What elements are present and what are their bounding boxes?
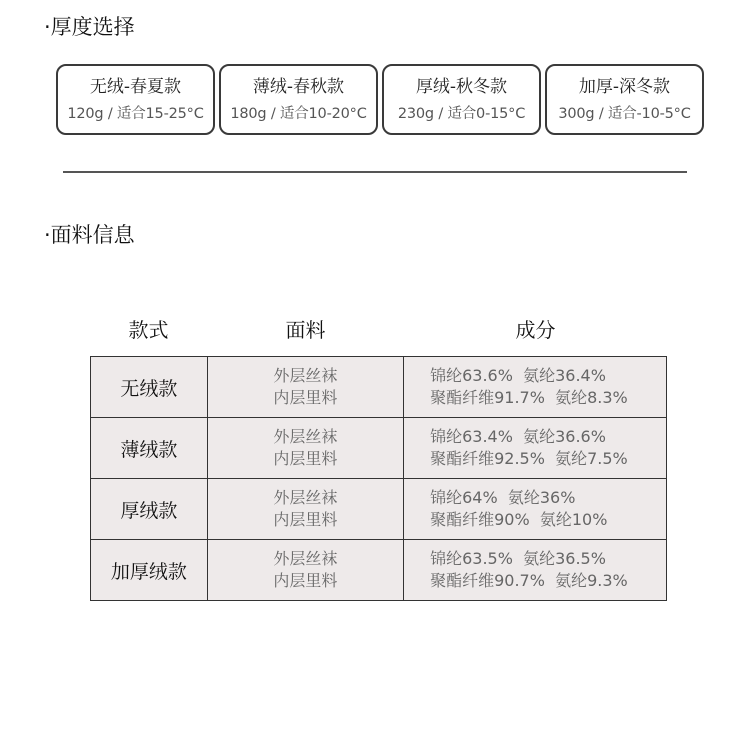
composition-outer: 锦纶64% 氨纶36% xyxy=(430,488,576,507)
header-style: 款式 xyxy=(128,318,169,342)
table-row xyxy=(91,418,667,479)
fabric-inner: 内层里料 xyxy=(273,449,338,468)
table-row xyxy=(91,479,667,540)
fabric-inner: 内层里料 xyxy=(273,388,338,407)
fabric-outer: 外层丝袜 xyxy=(273,488,338,507)
table-row xyxy=(91,540,667,601)
thickness-section-title: ·厚度选择 xyxy=(44,15,135,39)
option-desc: 180g / 适合10-20°C xyxy=(230,105,367,122)
option-desc: 230g / 适合0-15°C xyxy=(397,105,526,122)
composition-cell xyxy=(404,540,667,601)
thickness-options xyxy=(56,64,704,135)
header-composition: 成分 xyxy=(515,318,556,342)
option-thin-fleece[interactable] xyxy=(219,64,378,135)
option-desc: 300g / 适合-10-5°C xyxy=(558,105,691,122)
composition-outer: 锦纶63.5% 氨纶36.5% xyxy=(430,549,606,568)
option-name: 无绒-春夏款 xyxy=(89,76,182,97)
option-name: 厚绒-秋冬款 xyxy=(415,76,508,97)
fabric-inner: 内层里料 xyxy=(273,510,338,529)
fabric-cell xyxy=(207,540,403,601)
composition-inner: 聚酯纤维90% 氨纶10% xyxy=(430,510,608,529)
fabric-section-title: ·面料信息 xyxy=(44,223,135,247)
composition-cell xyxy=(404,357,667,418)
composition-inner: 聚酯纤维92.5% 氨纶7.5% xyxy=(430,449,628,468)
composition-inner: 聚酯纤维91.7% 氨纶8.3% xyxy=(430,388,628,407)
composition-inner: 聚酯纤维90.7% 氨纶9.3% xyxy=(430,571,628,590)
fabric-cell xyxy=(207,418,403,479)
fabric-cell xyxy=(207,357,403,418)
style-cell: 厚绒款 xyxy=(91,479,208,540)
option-name: 薄绒-春秋款 xyxy=(252,76,345,97)
composition-cell xyxy=(404,479,667,540)
composition-outer: 锦纶63.4% 氨纶36.6% xyxy=(430,427,606,446)
fabric-inner: 内层里料 xyxy=(273,571,338,590)
style-cell: 无绒款 xyxy=(91,357,208,418)
style-cell: 加厚绒款 xyxy=(91,540,208,601)
option-name: 加厚-深冬款 xyxy=(578,76,671,97)
fabric-outer: 外层丝袜 xyxy=(273,427,338,446)
fabric-table-header xyxy=(90,314,667,344)
header-fabric: 面料 xyxy=(285,318,326,342)
section-divider xyxy=(63,171,687,173)
fabric-table xyxy=(90,356,667,601)
composition-cell xyxy=(404,418,667,479)
option-extra-thick[interactable] xyxy=(545,64,704,135)
composition-outer: 锦纶63.6% 氨纶36.4% xyxy=(430,366,606,385)
fabric-outer: 外层丝袜 xyxy=(273,549,338,568)
fabric-cell xyxy=(207,479,403,540)
style-cell: 薄绒款 xyxy=(91,418,208,479)
fabric-outer: 外层丝袜 xyxy=(273,366,338,385)
option-thick-fleece[interactable] xyxy=(382,64,541,135)
option-desc: 120g / 适合15-25°C xyxy=(67,105,204,122)
table-row xyxy=(91,357,667,418)
option-no-fleece[interactable] xyxy=(56,64,215,135)
